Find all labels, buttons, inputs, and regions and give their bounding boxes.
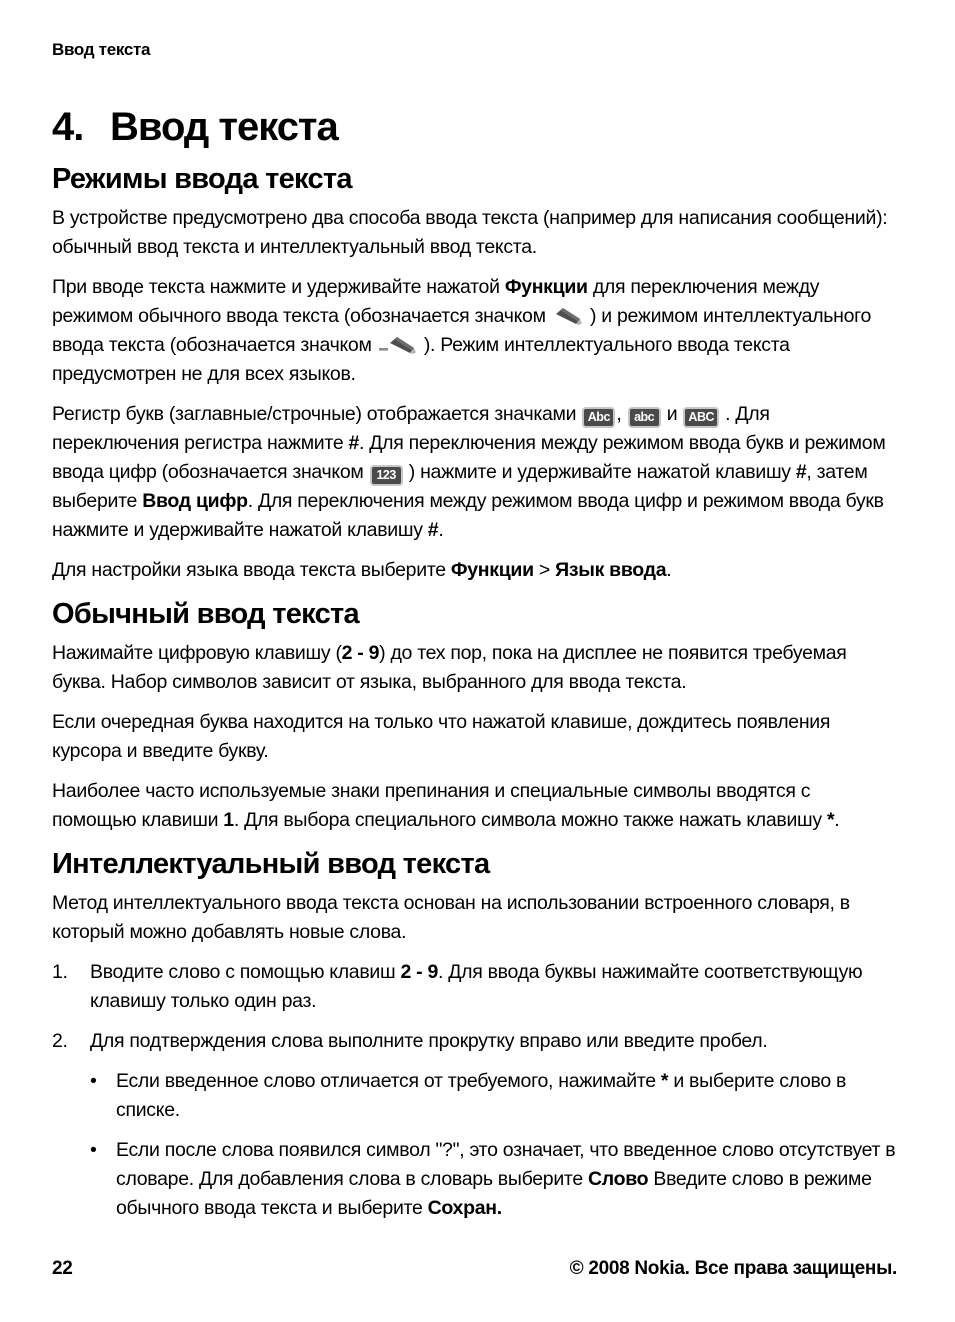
- list-item-text: Для подтверждения слова выполните прокрутку вправо или введите пробел.: [90, 1030, 768, 1052]
- paragraph-input-language: Для настройки языка ввода текста выберите Функции > Язык ввода.: [52, 559, 672, 581]
- list-item-body: [90, 958, 899, 1016]
- bullet-item-wrong-word: [90, 1067, 899, 1125]
- abc-uppercase-icon: ABC: [685, 409, 717, 426]
- section-heading-predictive-input: Интеллектуальный ввод текста: [52, 848, 490, 880]
- list-item-2: [52, 1027, 899, 1223]
- chapter-number: 4.: [52, 105, 84, 149]
- bullet-marker: [90, 1136, 116, 1223]
- list-item-number: 1.: [52, 961, 68, 983]
- list-item-text: Вводите слово с помощью клавиш 2 - 9. Для ввода буквы нажимайте соответствующую клавишу только один раз.: [90, 961, 863, 1012]
- paragraph-letter-case: Регистр букв (заглавные/строчные) отображается значками Abc , abc и ABC . Для переключения регистра нажмите #. Для переключения между режимом ввода букв и режимом ввода цифр (обозначается значком 123 ) нажмите и удерживайте нажатой клавишу #, затем выберите Ввод цифр. Для переключения между режимом ввода цифр и режимом ввода букв нажмите и удерживайте нажатой клавишу #.: [52, 403, 886, 541]
- bullet-text: Если после слова появился символ "?", это означает, что введенное слово отсутствует в словаре. Для добавления слова в словарь выберите Слово Введите слово в режиме обычного ввода текста и выберите Сохран.: [116, 1139, 896, 1219]
- bullet-item-unknown-word: [90, 1136, 899, 1223]
- paragraph-mode-switching: При вводе текста нажмите и удерживайте нажатой Функции для переключения между режимом обычного ввода текста (обозначается значком ) и режимом интеллектуального ввода текста (обозначается значком ). Режим интеллектуального ввода текста предусмотрен не для всех языков.: [52, 276, 872, 385]
- chapter-heading: [52, 104, 899, 150]
- paragraph-press-number-key: Нажимайте цифровую клавишу (2 - 9) до тех пор, пока на дисплее не появится требуемая буква. Набор символов зависит от языка, выбранного для ввода текста.: [52, 642, 847, 693]
- abc-lowercase-icon: abc: [630, 409, 659, 426]
- list-item-body: [90, 1027, 899, 1223]
- number-mode-icon: 123: [372, 467, 401, 484]
- list-item-1: [52, 958, 899, 1016]
- paragraph-punctuation: Наиболее часто используемые знаки препинания и специальные символы вводятся с помощью клавиши 1. Для выбора специального символа можно также нажать клавишу *.: [52, 780, 840, 831]
- predictive-text-icon: [379, 335, 417, 355]
- bullet-text: Если введенное слово отличается от требуемого, нажимайте * и выберите слово в списке.: [116, 1070, 847, 1121]
- page-footer: [52, 1258, 897, 1280]
- content-column: [52, 163, 899, 1223]
- paragraph-dictionary: Метод интеллектуального ввода текста основан на использовании встроенного словаря, в который можно добавлять новые слова.: [52, 892, 850, 943]
- paragraph-same-key-letter: Если очередная буква находится на только что нажатой клавише, дождитесь появления курсора и введите букву.: [52, 711, 831, 762]
- section-heading-traditional-input: Обычный ввод текста: [52, 598, 359, 630]
- page-number: 22: [52, 1258, 73, 1279]
- bullet-marker: [90, 1067, 116, 1125]
- abc-sentence-case-icon: Abc: [584, 409, 613, 426]
- pencil-icon: [553, 306, 583, 326]
- copyright-notice: © 2008 Nokia. Все права защищены.: [569, 1258, 897, 1279]
- section-heading-input-modes: Режимы ввода текста: [52, 163, 352, 195]
- list-item-number: 2.: [52, 1030, 68, 1052]
- chapter-title: Ввод текста: [110, 105, 338, 149]
- paragraph-two-input-methods: В устройстве предусмотрено два способа ввода текста (например для написания сообщений): обычный ввод текста и интеллектуальный ввод текста.: [52, 207, 888, 258]
- running-header: Ввод текста: [52, 40, 151, 59]
